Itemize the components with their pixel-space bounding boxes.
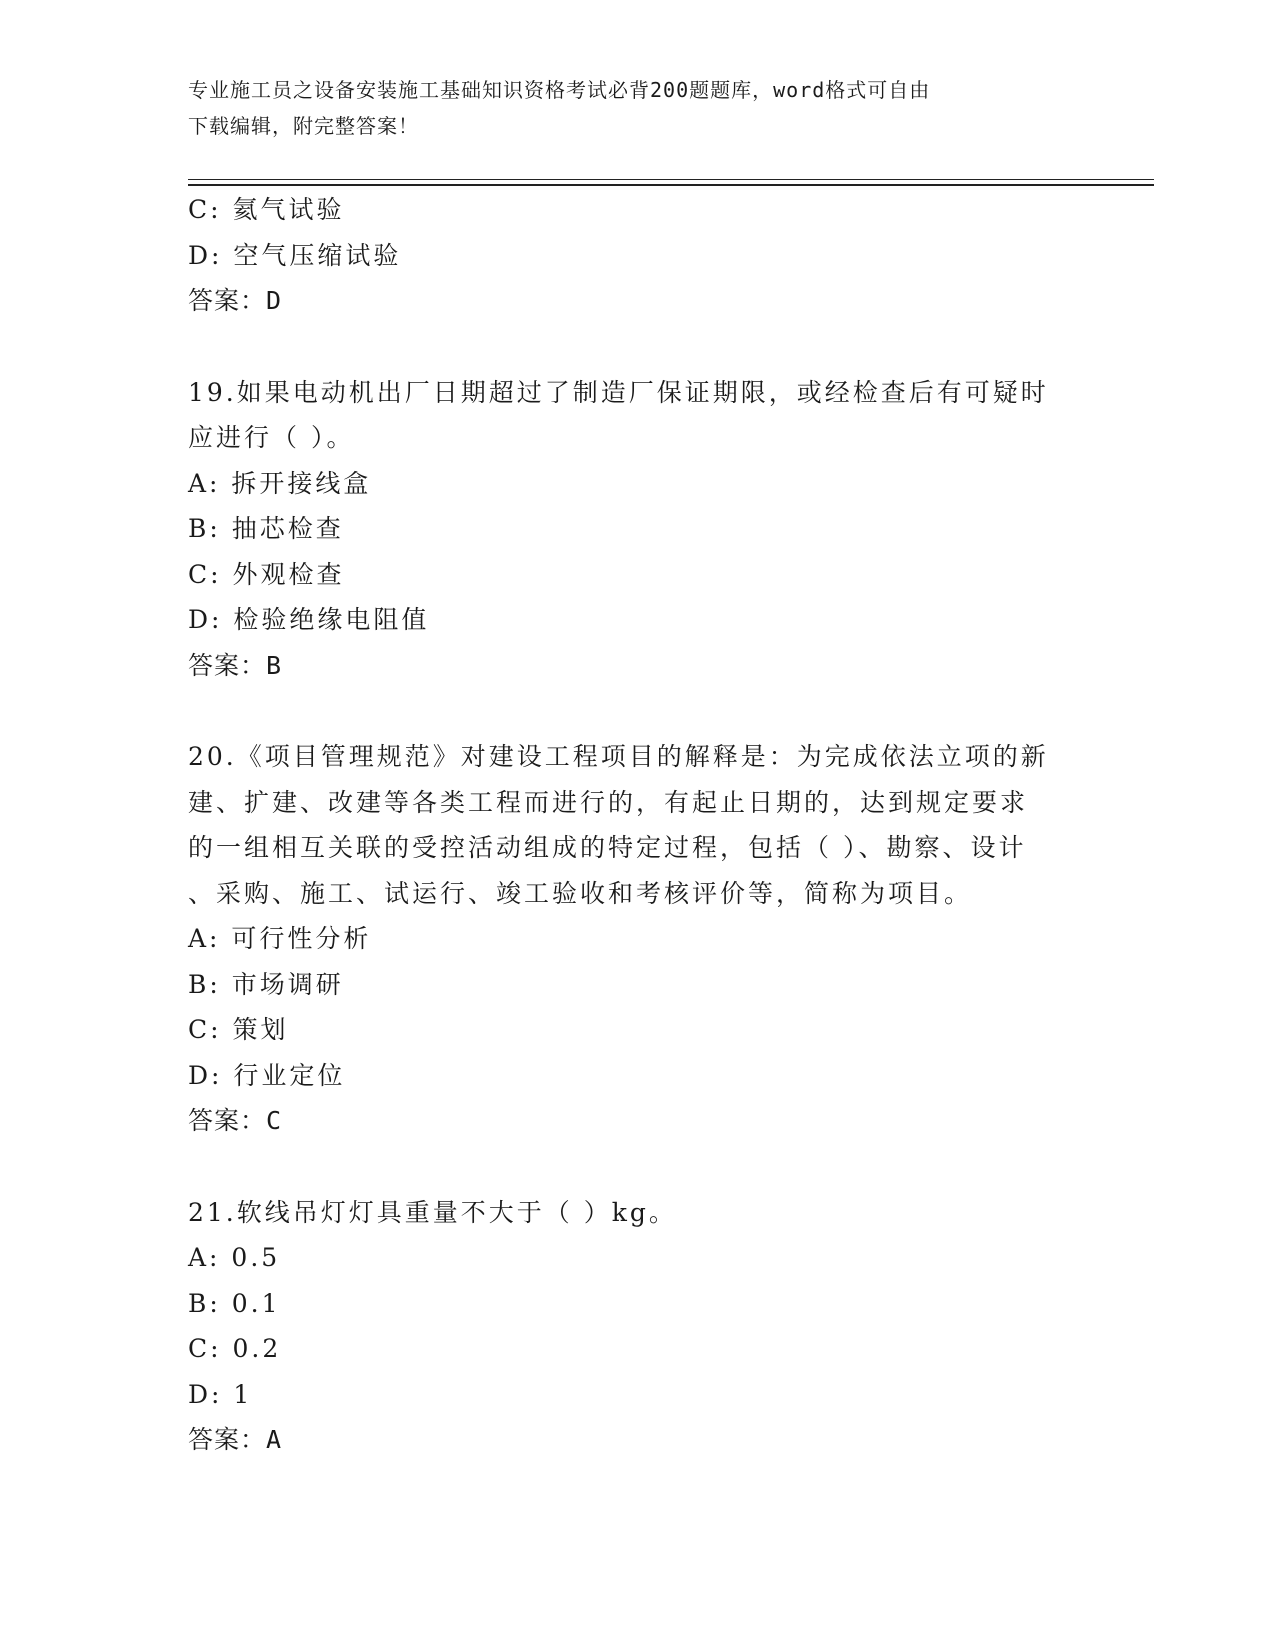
option-c: C: 策划 xyxy=(188,1015,289,1044)
answer-line: 答案：A xyxy=(188,1425,283,1454)
question-21-line-1: 21.软线吊灯灯具重量不大于（ ）kg。 xyxy=(188,1197,677,1227)
option-c: C: 外观检查 xyxy=(188,559,345,589)
option-a: A: 0.5 xyxy=(188,1243,281,1272)
header-line-1: 专业施工员之设备安装施工基础知识资格考试必背200题题库，word格式可自由 xyxy=(188,78,931,102)
header-line-2: 下载编辑，附完整答案！ xyxy=(188,114,419,138)
question-19-line-1: 19.如果电动机出厂日期超过了制造厂保证期限，或经检查后有可疑时 xyxy=(188,377,1049,407)
question-content xyxy=(188,187,1088,1463)
question-20-block xyxy=(188,734,1088,1144)
question-21-block xyxy=(188,1190,1088,1463)
spacer xyxy=(188,1144,1088,1190)
option-d: D: 行业定位 xyxy=(188,1060,346,1090)
answer-line: 答案：D xyxy=(188,286,283,315)
option-d: D: 空气压缩试验 xyxy=(188,240,402,270)
question-19-block xyxy=(188,370,1088,689)
option-b: B: 0.1 xyxy=(188,1288,281,1318)
option-d: D: 1 xyxy=(188,1379,253,1409)
spacer xyxy=(188,688,1088,734)
spacer xyxy=(188,324,1088,370)
question-20-line-2: 建、扩建、改建等各类工程而进行的，有起止日期的，达到规定要求 xyxy=(188,787,1029,817)
option-a: A: 可行性分析 xyxy=(188,924,372,953)
prev-question-block xyxy=(188,187,1088,324)
question-20-line-1: 20.《项目管理规范》对建设工程项目的解释是：为完成依法立项的新 xyxy=(188,742,1049,771)
header-rule-thick xyxy=(188,184,1154,186)
question-19-line-2: 应进行（ ）。 xyxy=(188,423,355,452)
answer-line: 答案：C xyxy=(188,1106,283,1135)
option-b: B: 抽芯检查 xyxy=(188,514,344,543)
option-c: C: 0.2 xyxy=(188,1334,282,1363)
option-b: B: 市场调研 xyxy=(188,969,344,999)
option-a: A: 拆开接线盒 xyxy=(188,468,372,498)
question-20-line-3: 的一组相互关联的受控活动组成的特定过程，包括（ ）、勘察、设计 xyxy=(188,833,1027,862)
header-rule-thin xyxy=(188,179,1154,180)
page-header xyxy=(188,72,1088,144)
option-d: D: 检验绝缘电阻值 xyxy=(188,605,430,634)
question-20-line-4: 、采购、施工、试运行、竣工验收和考核评价等，简称为项目。 xyxy=(188,878,973,908)
option-c: C: 氦气试验 xyxy=(188,195,345,224)
answer-line: 答案：B xyxy=(188,650,283,680)
